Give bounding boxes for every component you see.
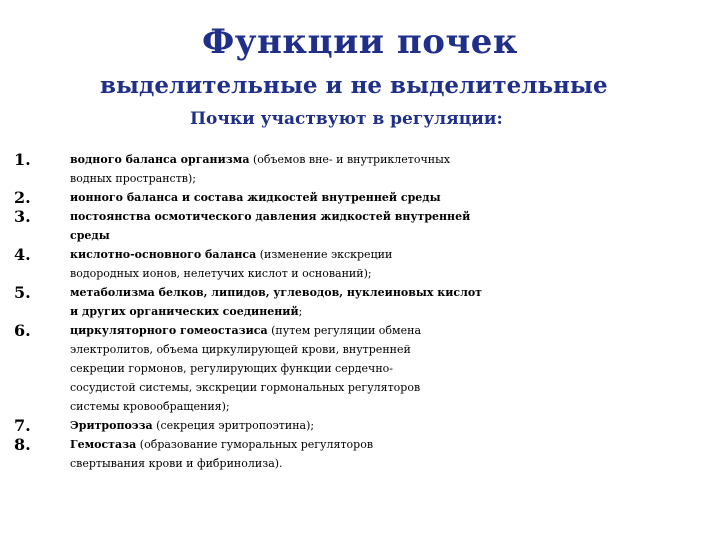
list-item xyxy=(0,207,720,245)
item-number: 7. xyxy=(14,416,31,435)
item-bold-text: Гемостаза xyxy=(70,438,137,451)
item-text: водородных ионов, нелетучих кислот и оснований); xyxy=(70,267,372,280)
functions-list xyxy=(0,150,720,473)
item-bold-text: кислотно-основного баланса xyxy=(70,248,257,261)
item-number: 6. xyxy=(14,321,31,340)
item-text: водных пространств); xyxy=(70,172,196,185)
item-bold-text: постоянства осмотического давления жидкостей внутренней xyxy=(70,210,471,223)
item-bold-text: метаболизма белков, липидов, углеводов, нуклеиновых кислот xyxy=(70,286,482,299)
list-item xyxy=(0,245,720,283)
item-line xyxy=(70,226,720,245)
item-line xyxy=(70,245,720,264)
item-line xyxy=(70,207,720,226)
item-bold-text: среды xyxy=(70,229,110,242)
item-line xyxy=(70,359,720,378)
item-bold-text: водного баланса организма xyxy=(70,153,250,166)
item-text: свертывания крови и фибринолиза). xyxy=(70,457,283,470)
item-line xyxy=(70,340,720,359)
item-number: 3. xyxy=(14,207,31,226)
item-text: (образование гуморальных регуляторов xyxy=(136,438,374,451)
item-text: (секреция эритропоэтина); xyxy=(152,419,315,432)
item-line xyxy=(70,150,720,169)
list-item xyxy=(0,435,720,473)
intro-text: Почки участвуют в регуляции: xyxy=(190,109,503,129)
item-line xyxy=(70,321,720,340)
item-text: секреции гормонов, регулирующих функции сердечно- xyxy=(70,362,393,375)
item-text: (объемов вне- и внутриклеточных xyxy=(249,153,451,166)
item-number: 4. xyxy=(14,245,31,264)
slide-title: Функции почек xyxy=(202,22,518,62)
item-text: ; xyxy=(298,305,303,318)
item-number: 5. xyxy=(14,283,31,302)
list-item xyxy=(0,150,720,188)
item-line xyxy=(70,454,720,473)
item-line xyxy=(70,378,720,397)
item-bold-text: и других органических соединений xyxy=(70,305,299,318)
item-line xyxy=(70,302,720,321)
item-text: системы кровообращения); xyxy=(70,400,230,413)
item-text: (изменение экскреции xyxy=(256,248,393,261)
item-line xyxy=(70,283,720,302)
item-number: 2. xyxy=(14,188,31,207)
item-line xyxy=(70,169,720,188)
item-number: 8. xyxy=(14,435,31,454)
list-item xyxy=(0,283,720,321)
item-line xyxy=(70,435,720,454)
slide-subtitle: выделительные и не выделительные xyxy=(100,72,608,99)
item-text: (путем регуляции обмена xyxy=(267,324,421,337)
list-item xyxy=(0,188,720,207)
item-text: сосудистой системы, экскреции гормональных регуляторов xyxy=(70,381,421,394)
item-line xyxy=(70,416,720,435)
item-line xyxy=(70,188,720,207)
item-line xyxy=(70,264,720,283)
item-bold-text: Эритропоэза xyxy=(70,419,153,432)
item-text: электролитов, объема циркулирующей крови, внутренней xyxy=(70,343,411,356)
item-bold-text: ионного баланса и состава жидкостей внутренней среды xyxy=(70,191,441,204)
item-number: 1. xyxy=(14,150,31,169)
item-line xyxy=(70,397,720,416)
list-item xyxy=(0,321,720,416)
list-item xyxy=(0,416,720,435)
item-bold-text: циркуляторного гомеостазиса xyxy=(70,324,268,337)
